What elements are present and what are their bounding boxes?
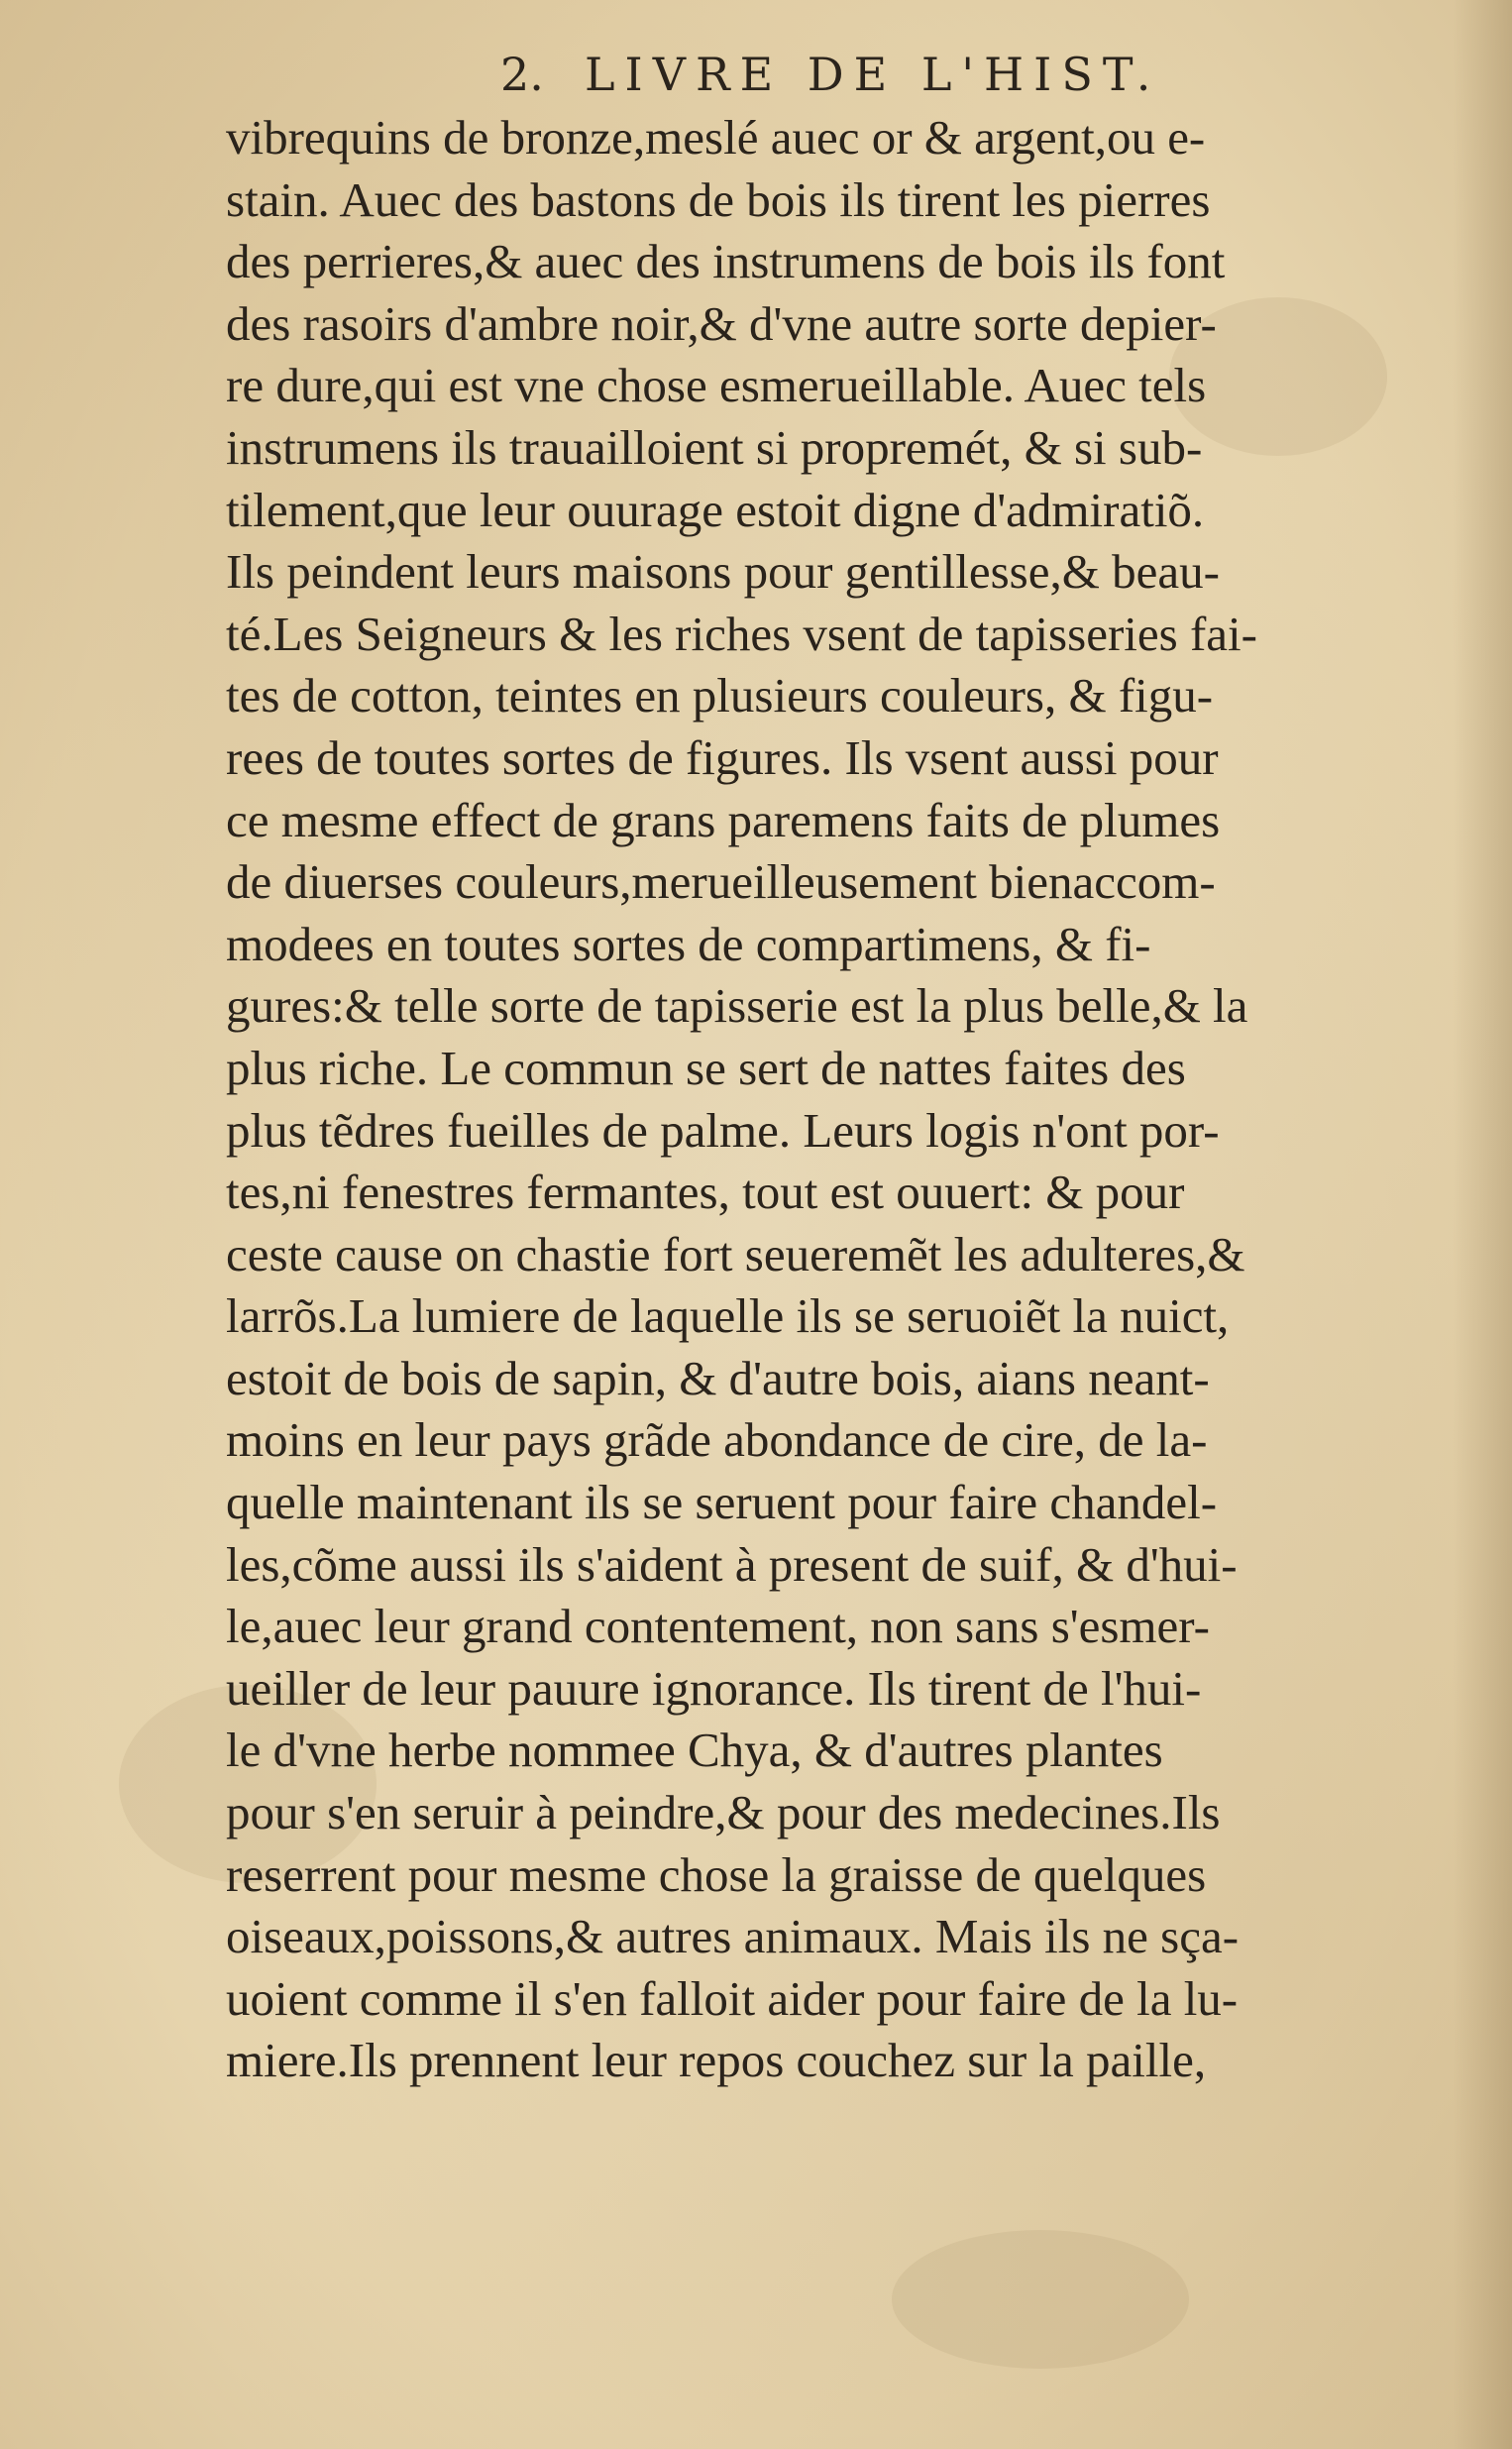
text-line: le,auec leur grand contentement, non sans s'esmer- [226, 1599, 1210, 1654]
running-title: LIVRE DE L'HIST. [585, 48, 1161, 101]
text-line: uoient comme il s'en falloit aider pour faire de la lu- [226, 1970, 1239, 2026]
text-line: modees en toutes sortes de compartimens, & fi- [226, 916, 1151, 971]
text-line: quelle maintenant ils se seruent pour faire chandel- [226, 1475, 1218, 1530]
text-line: de diuerses couleurs,merueilleusement bienaccom- [226, 854, 1216, 910]
running-head [0, 48, 1512, 107]
text-line: vibrequins de bronze,meslé auec or & argent,ou e- [226, 110, 1206, 165]
text-line: des rasoirs d'ambre noir,& d'vne autre sorte depier- [226, 295, 1217, 351]
text-line: gures:& telle sorte de tapisserie est la plus belle,& la [226, 978, 1248, 1034]
text-line: plus riche. Le commun se sert de nattes faites des [226, 1040, 1186, 1095]
text-line: moins en leur pays grãde abondance de cire, de la- [226, 1412, 1208, 1468]
text-line: oiseaux,poissons,& autres animaux. Mais ils ne sça- [226, 1909, 1240, 1964]
page-number: 2. [500, 48, 544, 101]
text-line: instrumens ils trauailloient si propremét, & si sub- [226, 419, 1203, 475]
text-line: ce mesme effect de grans paremens faits de plumes [226, 792, 1221, 847]
text-line: plus tẽdres fueilles de palme. Leurs logis n'ont por- [226, 1102, 1220, 1158]
text-line: pour s'en seruir à peindre,& pour des medecines.Ils [226, 1785, 1221, 1840]
text-line: estoit de bois de sapin, & d'autre bois, aians neant- [226, 1350, 1210, 1405]
page-edge-shadow [1453, 0, 1512, 2449]
text-line: reserrent pour mesme chose la graisse de quelques [226, 1846, 1207, 1902]
text-line: re dure,qui est vne chose esmerueillable. Auec tels [226, 358, 1207, 413]
text-line: tilement,que leur ouurage estoit digne d'admiratiõ. [226, 482, 1205, 537]
paper-stain [892, 2230, 1189, 2369]
text-line: stain. Auec des bastons de bois ils tirent les pierres [226, 171, 1211, 227]
text-line: tes de cotton, teintes en plusieurs couleurs, & figu- [226, 668, 1214, 724]
text-line: rees de toutes sortes de figures. Ils vsent aussi pour [226, 729, 1219, 785]
text-line: ueiller de leur pauure ignorance. Ils tirent de l'hui- [226, 1660, 1202, 1716]
text-line: le d'vne herbe nommee Chya, & d'autres plantes [226, 1723, 1163, 1778]
text-line: té.Les Seigneurs & les riches vsent de tapisseries fai- [226, 606, 1257, 661]
text-line: Ils peindent leurs maisons pour gentillesse,& beau- [226, 544, 1220, 600]
text-line: tes,ni fenestres fermantes, tout est ouuert: & pour [226, 1165, 1185, 1220]
text-line: des perrieres,& auec des instrumens de bois ils font [226, 234, 1226, 289]
text-line: miere.Ils prennent leur repos couchez sur la paille, [226, 2033, 1207, 2088]
text-line: les,cõme aussi ils s'aident à present de suif, & d'hui- [226, 1536, 1238, 1592]
text-line: ceste cause on chastie fort seueremẽt les adulteres,& [226, 1226, 1245, 1281]
text-line: larrõs.La lumiere de laquelle ils se seruoiẽt la nuict, [226, 1288, 1230, 1344]
body-text [226, 107, 1415, 2092]
